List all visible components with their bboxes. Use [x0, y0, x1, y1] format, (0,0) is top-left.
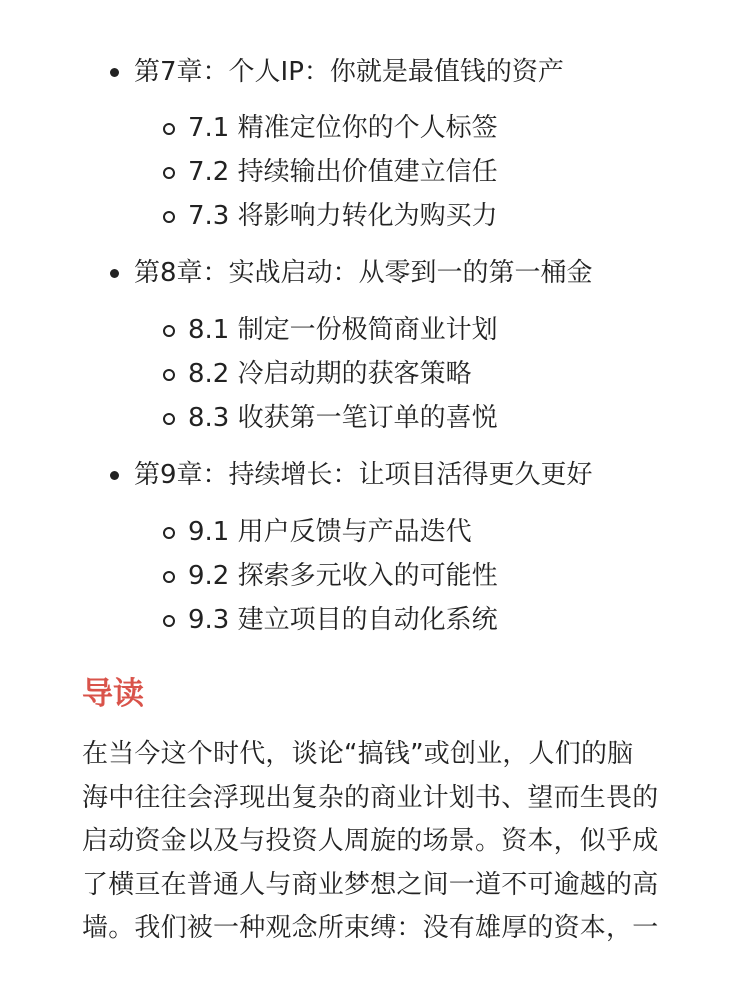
section-title: 9.1 用户反馈与产品迭代 [188, 517, 472, 547]
chapter-7-item [134, 55, 564, 89]
section-title: 8.2 冷启动期的获客策略 [188, 359, 472, 389]
paragraph-line: 了横亘在普通人与商业梦想之间一道不可逾越的高 [82, 869, 659, 900]
section-title: 8.1 制定一份极简商业计划 [188, 315, 498, 345]
section-9-3-item [188, 603, 498, 637]
section-title: 7.3 将影响力转化为购买力 [188, 201, 498, 231]
intro-paragraph [82, 733, 672, 951]
section-title: 9.3 建立项目的自动化系统 [188, 605, 498, 635]
section-title: 9.2 探索多元收入的可能性 [188, 561, 498, 591]
section-7-3-item [188, 199, 498, 233]
filled-bullet-icon [110, 269, 119, 278]
hollow-bullet-icon [163, 369, 175, 381]
section-7-2-item [188, 155, 498, 189]
paragraph-line: 墙。我们被一种观念所束缚：没有雄厚的资本，一 [82, 913, 659, 943]
hollow-bullet-icon [163, 325, 175, 337]
section-9-1-item [188, 515, 472, 549]
hollow-bullet-icon [163, 615, 175, 627]
section-8-2-item [188, 357, 472, 391]
section-title: 8.3 收获第一笔订单的喜悦 [188, 403, 498, 433]
chapter-title: 第8章：实战启动：从零到一的第一桶金 [134, 258, 593, 288]
section-7-1-item [188, 111, 498, 145]
section-8-3-item [188, 401, 498, 435]
chapter-title: 第7章：个人IP：你就是最值钱的资产 [134, 57, 564, 87]
hollow-bullet-icon [163, 123, 175, 135]
hollow-bullet-icon [163, 167, 175, 179]
section-9-2-item [188, 559, 498, 593]
paragraph-line: 在当今这个时代，谈论“搞钱”或创业，人们的脑 [82, 739, 634, 769]
chapter-9-item [134, 458, 593, 492]
intro-heading: 导读 [82, 676, 144, 712]
hollow-bullet-icon [163, 211, 175, 223]
filled-bullet-icon [110, 471, 119, 480]
hollow-bullet-icon [163, 413, 175, 425]
paragraph-line: 海中往往会浮现出复杂的商业计划书、望而生畏的 [82, 782, 659, 813]
hollow-bullet-icon [163, 527, 175, 539]
chapter-title: 第9章：持续增长：让项目活得更久更好 [134, 460, 593, 490]
section-title: 7.1 精准定位你的个人标签 [188, 113, 498, 143]
section-title: 7.2 持续输出价值建立信任 [188, 157, 498, 187]
hollow-bullet-icon [163, 571, 175, 583]
section-8-1-item [188, 313, 498, 347]
filled-bullet-icon [110, 68, 119, 77]
chapter-8-item [134, 256, 593, 290]
paragraph-line: 启动资金以及与投资人周旋的场景。资本，似乎成 [82, 826, 659, 856]
